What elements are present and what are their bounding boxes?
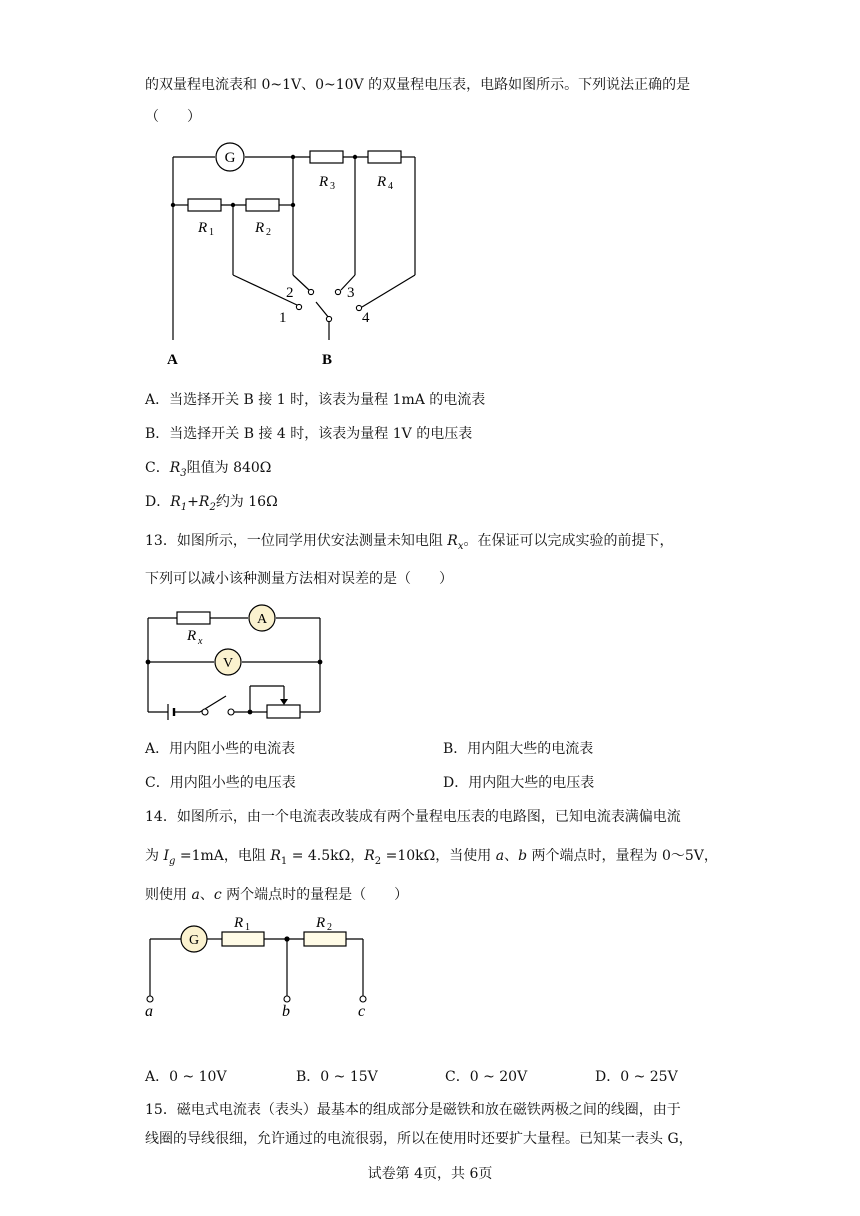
q14-r1-label: R bbox=[234, 915, 244, 931]
q12-option-b: B．当选择开关 B 接 4 时，该表为量程 1V 的电压表 bbox=[145, 426, 473, 442]
q13-option-b: B．用内阻大些的电流表 bbox=[443, 741, 594, 757]
q12-terminal-b: B bbox=[322, 352, 333, 368]
q14-galvanometer-label: G bbox=[188, 933, 200, 948]
q13-option-d: D．用内阻大些的电压表 bbox=[443, 775, 595, 791]
q14-terminal-c: c bbox=[358, 1003, 366, 1020]
q13-stem-line1: 13．如图所示，一位同学用伏安法测量未知电阻 $R_x$。在保证可以完成实验的前提下， bbox=[145, 533, 674, 552]
q14-terminal-a: a bbox=[145, 1003, 153, 1020]
q13-option-a: A．用内阻小些的电流表 bbox=[145, 741, 296, 757]
q12-circuit-figure bbox=[0, 135, 860, 375]
q13-voltmeter-label: V bbox=[222, 656, 234, 671]
q12-terminal-a: A bbox=[167, 352, 178, 368]
q14-terminal-b: b bbox=[282, 1003, 290, 1020]
q15-stem-line2: 线圈的导线很细，允许通过的电流很弱，所以在使用时还要扩大量程。已知某一表头 G， bbox=[145, 1131, 693, 1147]
q14-option-d: D．0 ~ 25V bbox=[595, 1069, 678, 1085]
q12-r1-label: R bbox=[198, 220, 208, 236]
q14-stem-line1: 14．如图所示，由一个电流表改装成有两个量程电压表的电路图，已知电流表满偏电流 bbox=[145, 809, 681, 825]
q12-terminal-2: 2 bbox=[286, 285, 294, 301]
q12-intro-line2: （ ） bbox=[145, 109, 201, 125]
page-footer: 试卷第 4页，共 6页 bbox=[367, 1166, 493, 1182]
q14-option-a: A．0 ~ 10V bbox=[145, 1069, 227, 1085]
q12-r3-sub: 3 bbox=[330, 181, 335, 192]
q12-r4-sub: 4 bbox=[388, 181, 393, 192]
q12-terminal-3: 3 bbox=[347, 285, 355, 301]
q13-rx-label: R bbox=[187, 628, 197, 644]
q13-stem-line2: 下列可以减小该种测量方法相对误差的是（ ） bbox=[145, 571, 453, 587]
q15-stem-line1: 15．磁电式电流表（表头）最基本的组成部分是磁铁和放在磁铁两极之间的线圈，由于 bbox=[145, 1102, 681, 1118]
q12-r4-label: R bbox=[377, 174, 387, 190]
q14-option-b: B．0 ~ 15V bbox=[296, 1069, 378, 1085]
q14-stem-line2: 为 $I_g =1mA$，电阻 $R_1 = 4.5k\Omega$，$R_2 =10k\Omega$，当使用 a、b 两个端点时，量程为 0～5V， bbox=[145, 848, 718, 867]
q12-option-a: A．当选择开关 B 接 1 时，该表为量程 1mA 的电流表 bbox=[145, 392, 486, 408]
q13-circuit-figure bbox=[0, 600, 860, 730]
q12-r3-label: R bbox=[319, 174, 329, 190]
q13-option-c: C．用内阻小些的电压表 bbox=[145, 775, 296, 791]
q12-r2-label: R bbox=[255, 220, 265, 236]
q14-r2-sub: 2 bbox=[327, 922, 332, 933]
q12-r2-sub: 2 bbox=[266, 227, 271, 238]
q13-ammeter-label: A bbox=[256, 612, 268, 627]
q14-r2-label: R bbox=[316, 915, 326, 931]
q14-circuit-figure bbox=[0, 910, 860, 1020]
q12-terminal-1: 1 bbox=[279, 310, 287, 326]
q12-r1-sub: 1 bbox=[209, 227, 214, 238]
q12-intro-line1: 的双量程电流表和 0~1V、0~10V 的双量程电压表，电路如图所示。下列说法正确的是 bbox=[145, 77, 691, 93]
q14-stem-line3: 则使用 a、c 两个端点时的量程是（ ） bbox=[145, 887, 409, 903]
q13-rx-sub: x bbox=[198, 636, 203, 647]
q12-option-d: D．$R_1+R_2$约为 16Ω bbox=[145, 494, 278, 513]
q12-terminal-4: 4 bbox=[362, 310, 370, 326]
q12-galvanometer-label: G bbox=[224, 150, 236, 166]
q12-option-c: C．$R_3$阻值为 840Ω bbox=[145, 460, 272, 479]
q14-option-c: C．0 ~ 20V bbox=[445, 1069, 528, 1085]
q14-r1-sub: 1 bbox=[245, 922, 250, 933]
